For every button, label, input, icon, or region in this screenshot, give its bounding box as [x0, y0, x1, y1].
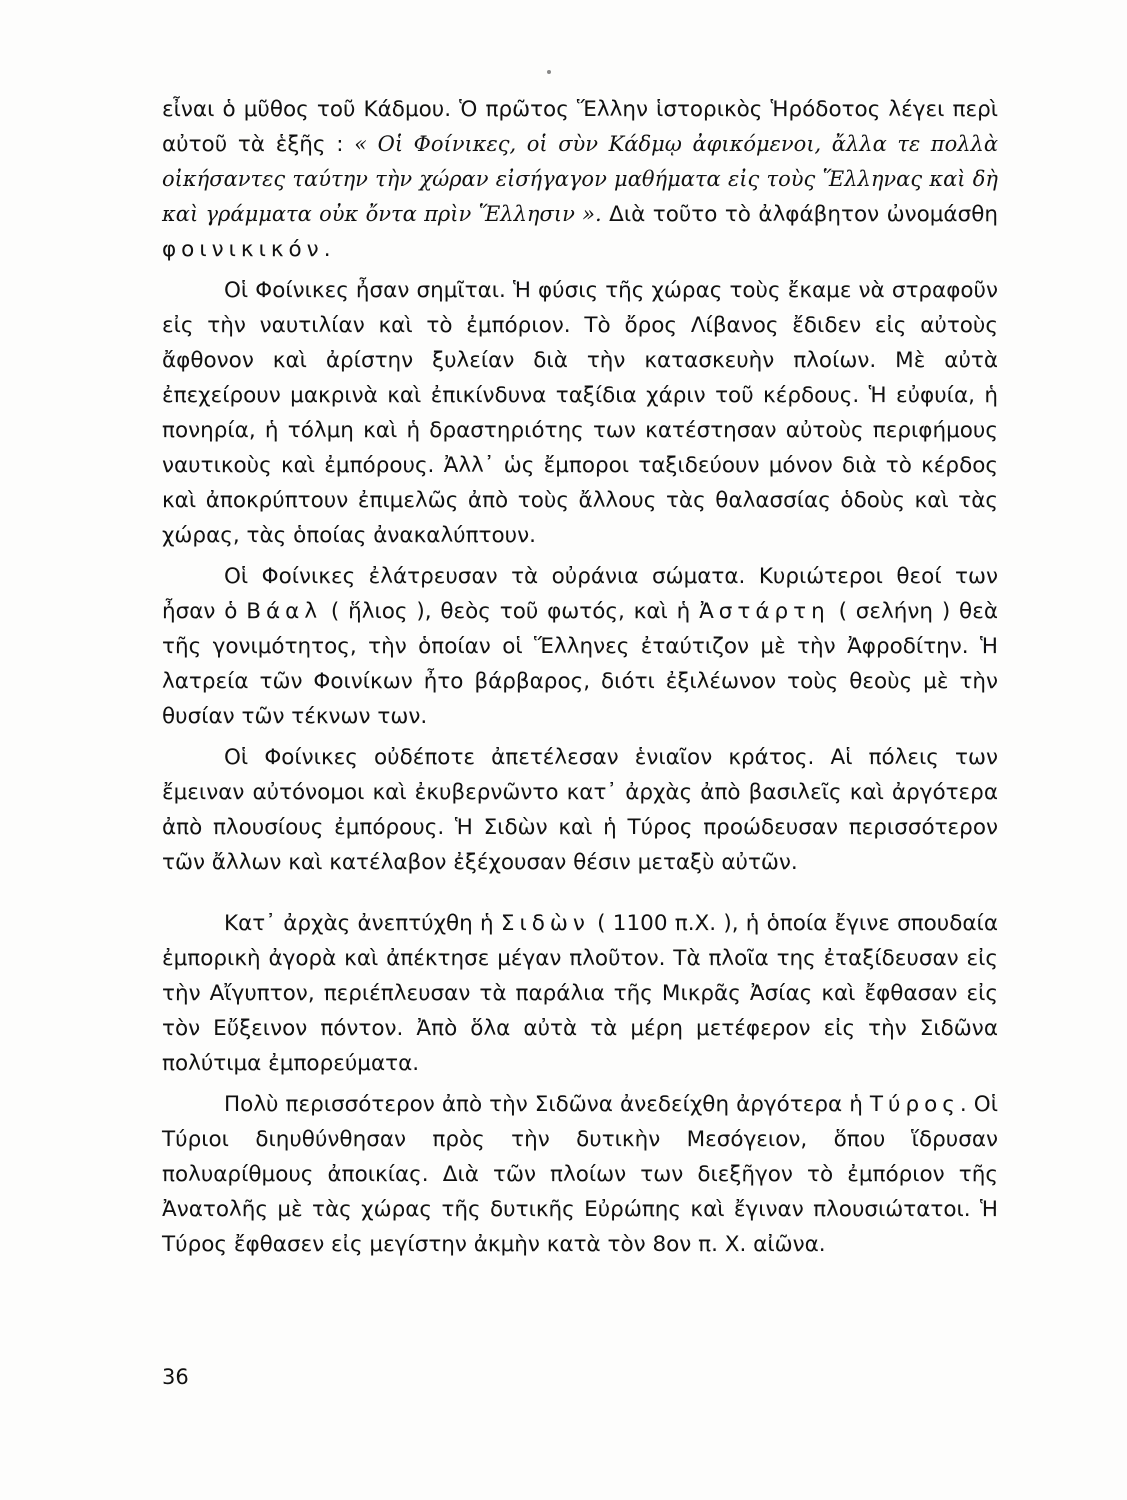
page-number: 36	[162, 1365, 189, 1389]
text-segment: Οἱ Φοίνικες οὐδέποτε ἀπετέλεσαν ἑνιαῖον κράτος. Αἱ πόλεις των ἔμειναν αὐτόνομοι καὶ ἐκυβερνῶντο κατ᾽ ἀρχὰς ἀπὸ βασιλεῖς καὶ ἀργότερα ἀπὸ πλουσίους ἐμπόρους. Ἡ Σιδὼν καὶ ἡ Τύρος προώδευσαν περισσότερον τῶν ἄλλων καὶ κατέλαβον ἐξέχουσαν θέσιν μεταξὺ αὐτῶν.	[162, 745, 998, 875]
text-segment: Πολὺ περισσότερον ἀπὸ τὴν Σιδῶνα ἀνεδείχθη ἀργότερα ἡ	[224, 1092, 870, 1117]
text-segment: Οἱ Φοίνικες ἦσαν σημῖται. Ἡ φύσις τῆς χώρας τοὺς ἔκαμε νὰ στραφοῦν εἰς τὴν ναυτιλίαν καὶ τὸ ἐμπόριον. Τὸ ὄρος Λίβανος ἔδιδεν εἰς αὐτοὺς ἄφθονον καὶ ἀρίστην ξυλείαν διὰ τὴν κατασκευὴν πλοίων. Μὲ αὐτὰ ἐπεχείρουν μακρινὰ καὶ ἐπικίνδυνα ταξίδια χάριν τοῦ κέρδους. Ἡ εὐφυία, ἡ πονηρία, ἡ τόλμη καὶ ἡ δραστηριότης των κατέστησαν αὐτοὺς περιφήμους ναυτικοὺς καὶ ἐμπόρους. Ἀλλ᾽ ὡς ἔμποροι ταξιδεύουν μόνον διὰ τὸ κέρδος καὶ ἀποκρύπτουν ἐπιμελῶς ἀπὸ τοὺς ἄλλους τὰς θαλασσίας ὁδοὺς καὶ τὰς χώρας, τὰς ὁποίας ἀνακαλύπτουν.	[162, 278, 998, 548]
paragraph-cities	[162, 740, 998, 880]
paragraph-trade	[162, 273, 998, 553]
text-segment: ( σελήνη ) θεὰ τῆς γονιμότητος, τὴν ὁποίαν οἱ Ἕλληνες ἐταύτιζον μὲ τὴν Ἀφροδίτην. Ἡ λατρεία τῶν Φοινίκων ἦτο βάρβαρος, διότι ἐξιλέωνον τοὺς θεοὺς μὲ τὴν θυσίαν τῶν τέκνων των.	[162, 599, 999, 729]
spaced-term: φοινικικόν	[162, 237, 324, 262]
text-segment: . Οἱ Τύριοι διηυθύνθησαν πρὸς τὴν δυτικὴν Μεσόγειον, ὅπου ἵδρυσαν πολυαρίθμους ἀποικίας. Διὰ τῶν πλοίων των διεξῆγον τὸ ἐμπόριον τῆς Ἀνατολῆς μὲ τὰς χώρας τῆς δυτικῆς Εὐρώπης καὶ ἔγιναν πλουσιώτατοι. Ἡ Τύρος ἔφθασεν εἰς μεγίστην ἀκμὴν κατὰ τὸν 8ον π. Χ. αἰῶνα.	[162, 1092, 998, 1257]
spaced-term: Σιδὼν	[500, 911, 590, 936]
text-segment: .	[323, 237, 331, 262]
text-segment: Κατ᾽ ἀρχὰς ἀνεπτύχθη ἡ	[224, 911, 501, 936]
spaced-term: Τύρος	[869, 1092, 960, 1117]
print-speck	[547, 70, 551, 74]
text-column	[162, 92, 998, 1262]
text-segment: Οἱ Φοίνικες ἐλάτρευσαν τὰ οὐράνια σώματα. Κυριώτεροι θεοί των ἦσαν ὁ	[162, 564, 998, 624]
text-segment: Διὰ τοῦτο τὸ ἀλφάβητον ὠνομάσθη	[601, 202, 998, 227]
text-segment: ( 1100 π.Χ. ), ἡ ὁποία ἔγινε σπουδαία ἐμπορικὴ ἀγορὰ καὶ ἀπέκτησε μέγαν πλοῦτον. Τὰ πλοῖα της ἐταξίδευσαν εἰς τὴν Αἴγυπτον, περιέπλευσαν τὰ παράλια τῆς Μικρᾶς Ἀσίας καὶ ἔφθασαν εἰς τὸν Εὔξεινον πόντον. Ἀπὸ ὅλα αὐτὰ τὰ μέρη μετέφερον εἰς τὴν Σιδῶνα πολύτιμα ἐμπορεύματα.	[162, 911, 999, 1076]
paragraph-sidon	[162, 906, 998, 1081]
text-segment: εἶναι ὁ μῦθος τοῦ Κάδμου. Ὁ πρῶτος Ἕλλην ἱστορικὸς Ἡρόδοτος λέγει περὶ αὐτοῦ τὰ ἑξῆς :	[162, 97, 998, 157]
paragraph-cadmus	[162, 92, 998, 267]
herodotus-quote: « Οἱ Φοίνικες, οἱ σὺν Κάδμῳ ἀφικόμενοι, ἄλλα τε πολλὰ οἰκήσαντες ταύτην τὴν χώραν εἰσήγαγον μαθήματα εἰς τοὺς Ἕλληνας καὶ δὴ καὶ γράμματα οὐκ ὄντα πρὶν Ἕλλησιν ».	[162, 132, 999, 226]
spaced-term: Βάαλ	[246, 599, 323, 624]
paragraph-religion	[162, 559, 998, 734]
paragraph-tyre	[162, 1087, 998, 1262]
text-segment: ( ἥλιος ), θεὸς τοῦ φωτός, καὶ ἡ	[322, 599, 700, 624]
spaced-term: Ἀστάρτη	[699, 599, 830, 624]
